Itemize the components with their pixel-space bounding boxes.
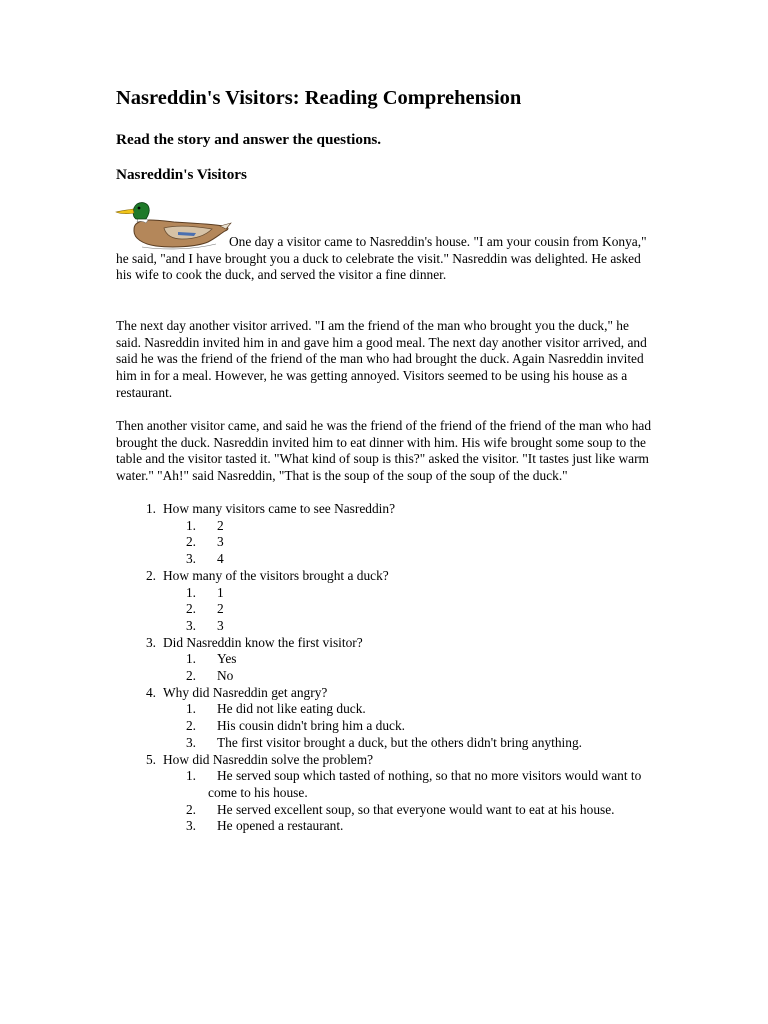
answer-option <box>116 551 648 568</box>
option-number: 3. <box>185 734 196 750</box>
answer-option <box>116 651 648 668</box>
answer-option <box>116 518 648 535</box>
option-text: 4 <box>217 551 224 567</box>
option-number: 1. <box>185 651 196 667</box>
answer-option <box>116 818 648 835</box>
option-text: Yes <box>217 651 237 667</box>
answer-option <box>116 802 648 819</box>
question-text: How many of the visitors brought a duck? <box>163 567 389 583</box>
option-number: 2. <box>185 801 196 817</box>
question-item <box>116 752 656 836</box>
option-number: 2. <box>185 601 196 617</box>
story-paragraph-1: One day a visitor came to Nasreddin's house. "I am your cousin from Konya," he said, "and I have brought you a duck to celebrate the visit." Nasreddin was delighted. He asked his wife to cook the duck, and served the visitor a fine dinner. <box>116 234 647 283</box>
question-number: 4. <box>145 684 156 700</box>
answer-option <box>116 668 648 685</box>
answer-option <box>116 701 648 718</box>
answer-option <box>116 601 648 618</box>
option-number: 1. <box>185 701 196 717</box>
question-item <box>116 685 656 752</box>
option-text: 2 <box>217 601 224 617</box>
question-number: 5. <box>145 751 156 767</box>
question-number: 3. <box>145 634 156 650</box>
story-paragraph-2: The next day another visitor arrived. "I am the friend of the man who brought you the duck," he said. Nasreddin invited him in and gave him a good meal. The next day another visitor arrived, and said he was the friend of the friend of the man who had brought the duck. Again Nasreddin invited him in for a meal. However, he was getting annoyed. Visitors seemed to be using his house as a restaurant. <box>116 318 647 400</box>
question-number: 2. <box>145 567 156 583</box>
story-paragraph-3: Then another visitor came, and said he was the friend of the friend of the friend of the man who had brought the duck. Nasreddin invited him to eat dinner with him. His wife brought some soup to the table and the visitor tasted it. "What kind of soup is this?" asked the visitor. "It tastes just like warm water." "Ah!" said Nasreddin, "That is the soup of the soup of the soup of the duck." <box>116 418 652 484</box>
option-text: He served soup which tasted of nothing, so that no more visitors would want to come to his house. <box>208 768 642 800</box>
page-title: Nasreddin's Visitors: Reading Comprehension <box>116 87 522 109</box>
question-number: 1. <box>145 501 156 516</box>
question-item <box>116 501 656 568</box>
answer-option <box>116 534 648 551</box>
question-text: Did Nasreddin know the first visitor? <box>163 634 363 650</box>
option-number: 3. <box>185 617 196 633</box>
question-text: How many visitors came to see Nasreddin? <box>163 501 396 516</box>
option-text: 3 <box>217 617 224 633</box>
answer-option <box>116 618 648 635</box>
option-text: The first visitor brought a duck, but the others didn't bring anything. <box>217 734 583 750</box>
question-item <box>116 568 656 635</box>
answer-option <box>116 768 648 801</box>
question-text: Why did Nasreddin get angry? <box>163 684 328 700</box>
option-text: 1 <box>217 584 224 600</box>
question-text: How did Nasreddin solve the problem? <box>163 751 374 767</box>
option-number: 1. <box>185 584 196 600</box>
answer-option-list <box>116 768 656 835</box>
instructions: Read the story and answer the questions. <box>116 131 382 148</box>
option-number: 3. <box>185 551 196 567</box>
answer-option-list <box>116 651 656 684</box>
question-list <box>116 501 656 835</box>
answer-option <box>116 585 648 602</box>
option-number: 1. <box>185 768 196 784</box>
option-number: 2. <box>185 718 196 734</box>
option-number: 2. <box>185 668 196 684</box>
option-text: He opened a restaurant. <box>217 818 344 834</box>
story-title: Nasreddin's Visitors <box>116 166 247 183</box>
option-text: 3 <box>217 534 224 550</box>
option-number: 3. <box>185 818 196 834</box>
option-number: 1. <box>185 517 196 533</box>
option-number: 2. <box>185 534 196 550</box>
answer-option-list <box>116 701 656 751</box>
option-text: He served excellent soup, so that everyone would want to eat at his house. <box>217 801 615 817</box>
option-text: 2 <box>217 517 224 533</box>
answer-option <box>116 718 648 735</box>
option-text: His cousin didn't bring him a duck. <box>217 718 406 734</box>
answer-option-list <box>116 585 656 635</box>
answer-option-list <box>116 518 656 568</box>
answer-option <box>116 735 648 752</box>
option-text: He did not like eating duck. <box>217 701 366 717</box>
option-text: No <box>217 668 234 684</box>
question-item <box>116 635 656 685</box>
